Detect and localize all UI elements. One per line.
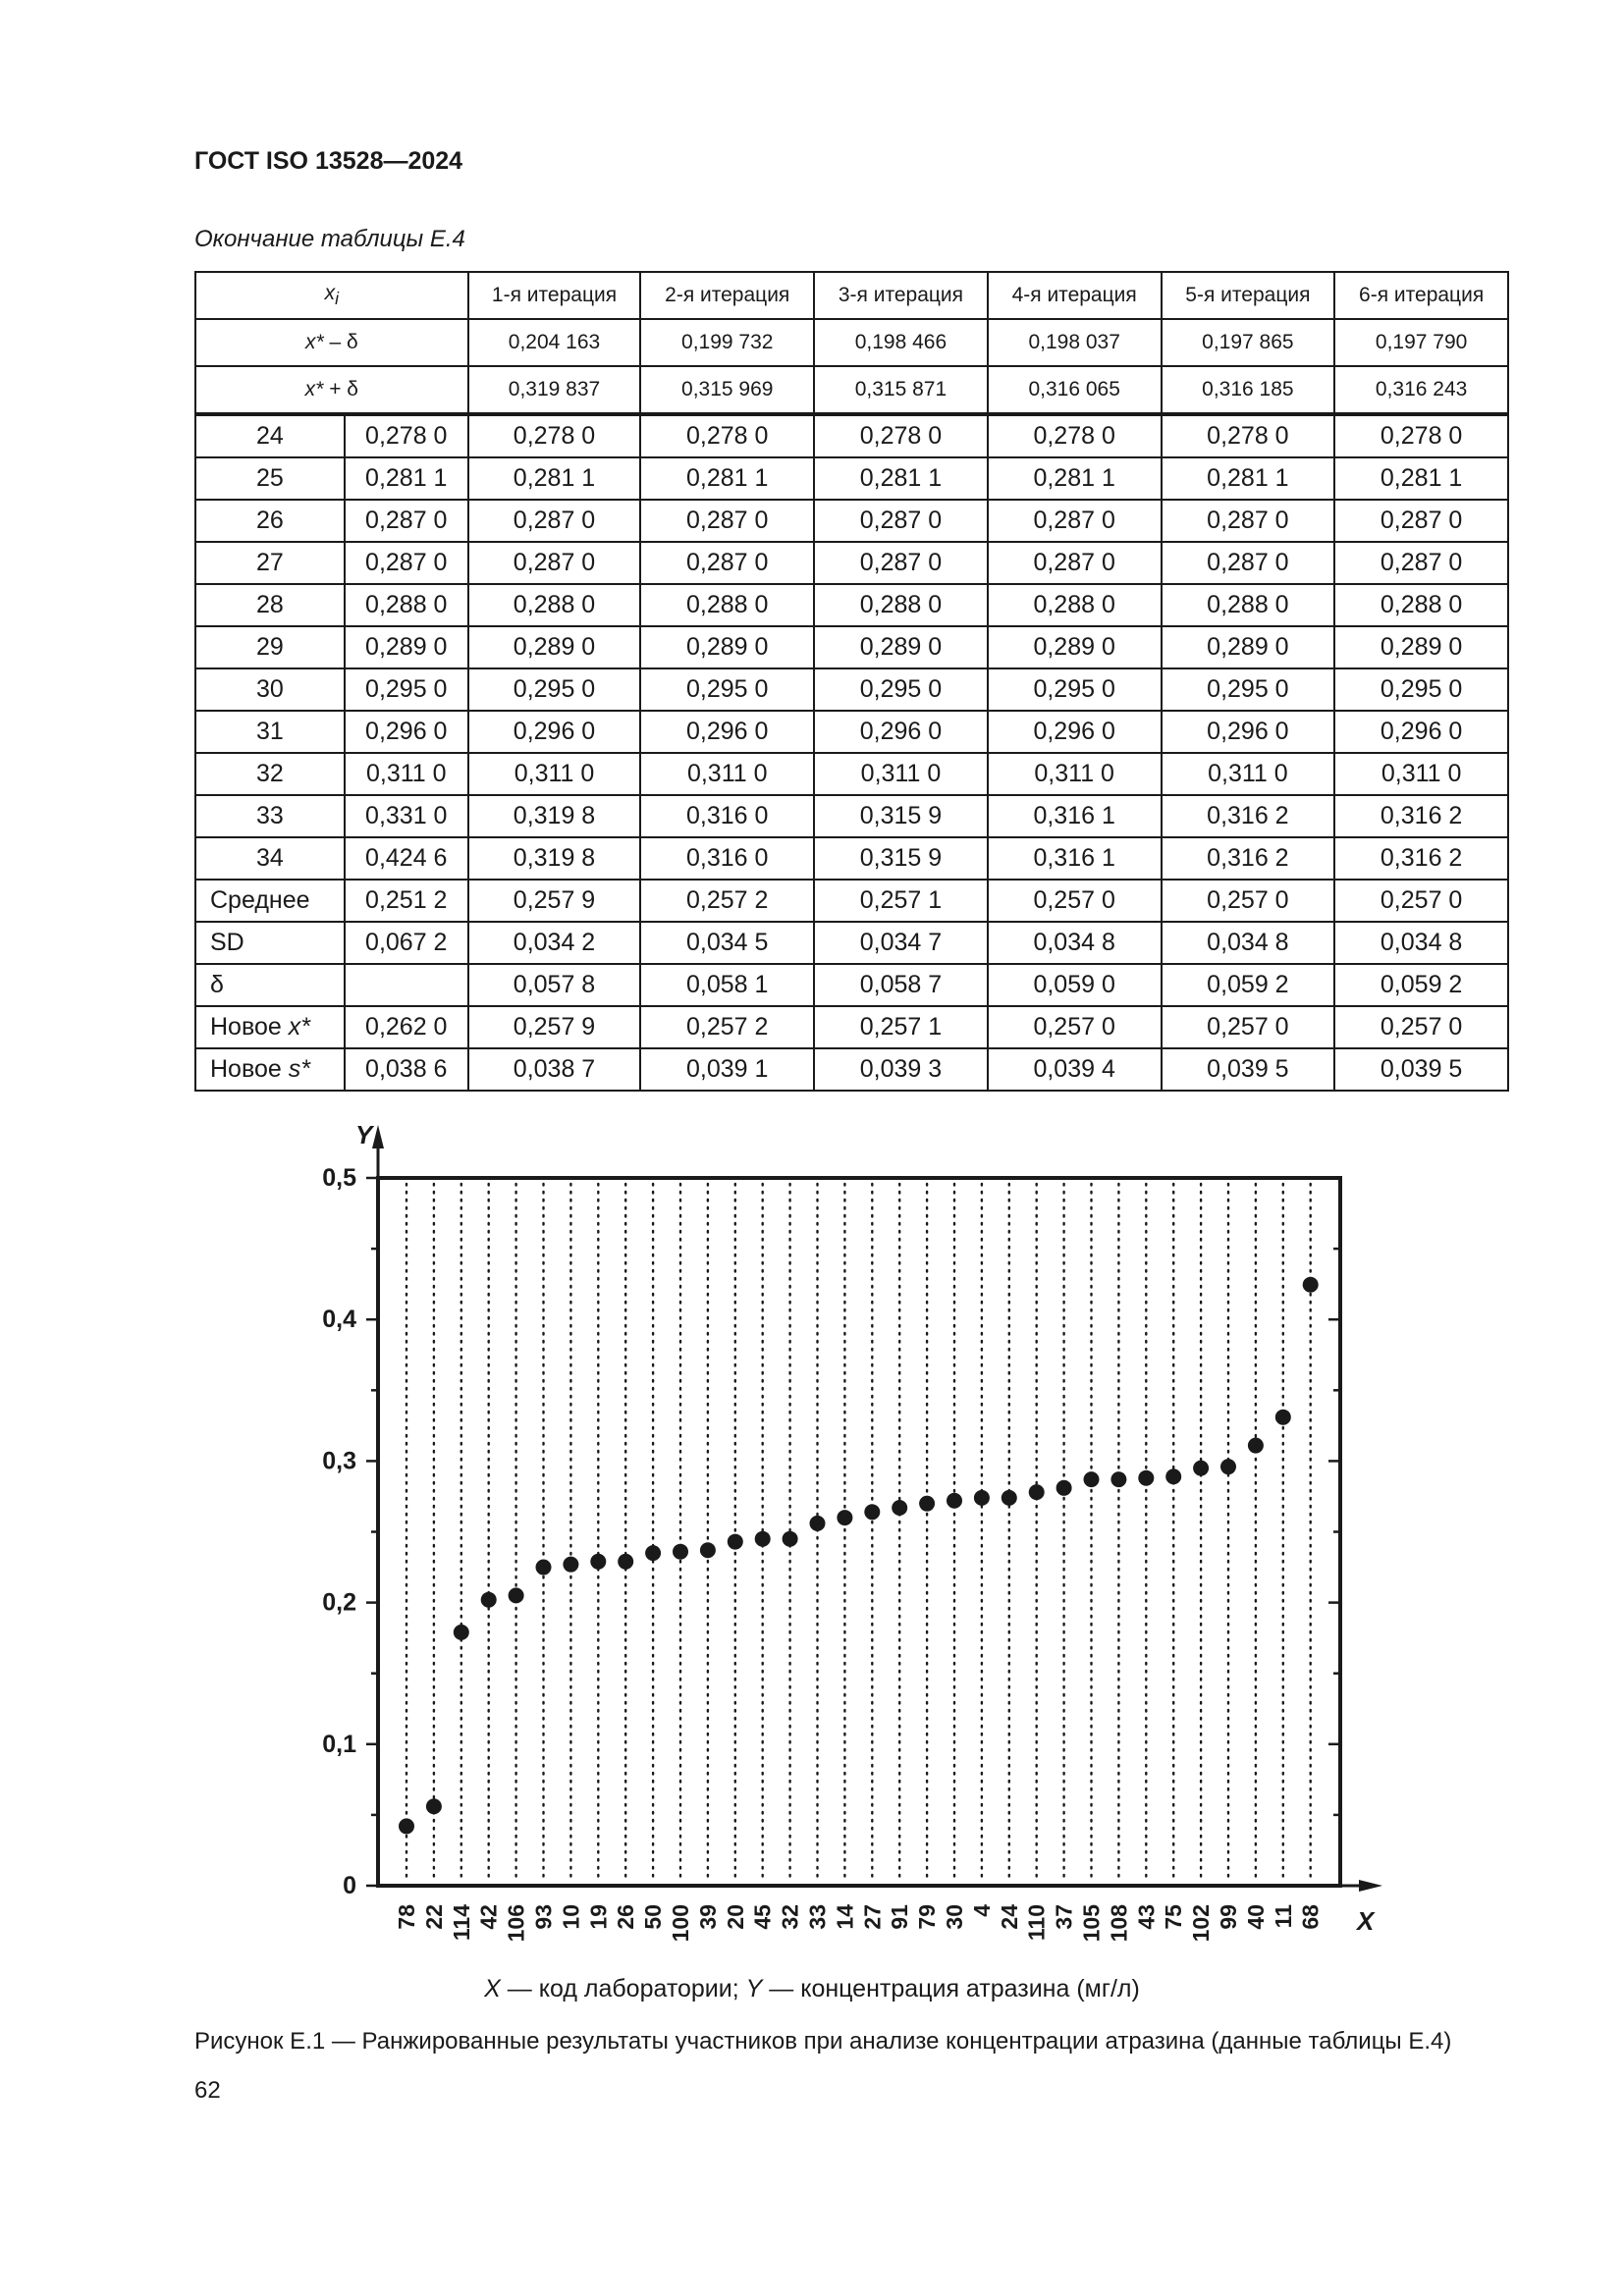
table-cell: 0,295 0 xyxy=(345,668,468,711)
data-point xyxy=(1084,1471,1100,1487)
row-label: 29 xyxy=(195,626,345,668)
table-cell: 0,287 0 xyxy=(988,542,1162,584)
table-cell: 0,315 9 xyxy=(814,837,988,880)
table-cell: 0,281 1 xyxy=(640,457,814,500)
xminus-value: 0,198 466 xyxy=(814,319,988,366)
table-cell: 0,034 8 xyxy=(988,922,1162,964)
table-cell: 0,296 0 xyxy=(468,711,641,753)
data-point xyxy=(1110,1471,1126,1487)
data-point xyxy=(1029,1484,1045,1500)
data-point xyxy=(426,1798,442,1814)
data-point xyxy=(454,1625,469,1640)
data-point xyxy=(1193,1461,1209,1476)
data-point xyxy=(864,1504,880,1520)
table-cell: 0,287 0 xyxy=(468,500,641,542)
row-label: 31 xyxy=(195,711,345,753)
table-cell: 0,257 2 xyxy=(640,880,814,922)
data-point xyxy=(645,1545,661,1561)
table-cell: 0,281 1 xyxy=(1334,457,1508,500)
iteration-header: 2-я итерация xyxy=(640,272,814,319)
table-cell: 0,296 0 xyxy=(988,711,1162,753)
x-tick-label: 24 xyxy=(996,1904,1022,1930)
iteration-header: 1-я итерация xyxy=(468,272,641,319)
table-cell: 0,278 0 xyxy=(1162,414,1335,457)
table-cell: 0,311 0 xyxy=(988,753,1162,795)
table-cell: 0,316 1 xyxy=(988,795,1162,837)
table-cell: 0,251 2 xyxy=(345,880,468,922)
x-tick-label: 75 xyxy=(1161,1904,1187,1930)
table-cell: 0,278 0 xyxy=(1334,414,1508,457)
x-tick-label: 22 xyxy=(420,1904,447,1930)
x-tick-label: 19 xyxy=(585,1904,612,1930)
table-cell: 0,296 0 xyxy=(640,711,814,753)
document-header: ГОСТ ISO 13528—2024 xyxy=(194,147,463,175)
table-cell: 0,289 0 xyxy=(468,626,641,668)
xminus-value: 0,198 037 xyxy=(988,319,1162,366)
x-tick-label: 30 xyxy=(942,1904,967,1930)
table-cell: 0,038 7 xyxy=(468,1048,641,1091)
table-cell: 0,289 0 xyxy=(1334,626,1508,668)
table-cell: 0,287 0 xyxy=(1162,500,1335,542)
table-cell: 0,316 1 xyxy=(988,837,1162,880)
xminus-value: 0,204 163 xyxy=(468,319,641,366)
xminus-value: 0,197 790 xyxy=(1334,319,1508,366)
table-cell: 0,319 8 xyxy=(468,795,641,837)
table-cell: 0,316 2 xyxy=(1162,795,1335,837)
table-cell: 0,288 0 xyxy=(814,584,988,626)
table-cell: 0,331 0 xyxy=(345,795,468,837)
table-cell: 0,281 1 xyxy=(468,457,641,500)
data-point xyxy=(728,1534,743,1550)
x-tick-label: 99 xyxy=(1216,1904,1241,1930)
table-cell: 0,287 0 xyxy=(814,542,988,584)
table-cell: 0,287 0 xyxy=(988,500,1162,542)
x-tick-label: 4 xyxy=(968,1904,995,1917)
data-point xyxy=(536,1560,552,1575)
x-tick-label: 42 xyxy=(475,1904,502,1930)
table-cell: 0,034 2 xyxy=(468,922,641,964)
data-point xyxy=(892,1500,907,1516)
table-cell: 0,257 0 xyxy=(1162,1006,1335,1048)
table-cell: 0,288 0 xyxy=(988,584,1162,626)
x-tick-label: 37 xyxy=(1051,1904,1077,1930)
data-point xyxy=(700,1542,716,1558)
table-cell: 0,295 0 xyxy=(988,668,1162,711)
x-axis-arrow-icon xyxy=(1359,1880,1382,1892)
table-cell: 0,287 0 xyxy=(1334,500,1508,542)
table-cell: 0,289 0 xyxy=(345,626,468,668)
row-label: 30 xyxy=(195,668,345,711)
row-label: δ xyxy=(195,964,345,1006)
y-tick-label: 0,1 xyxy=(322,1730,356,1758)
table-cell: 0,287 0 xyxy=(814,500,988,542)
table-cell: 0,262 0 xyxy=(345,1006,468,1048)
row-label: 26 xyxy=(195,500,345,542)
table-cell: 0,057 8 xyxy=(468,964,641,1006)
table-cell: 0,311 0 xyxy=(1334,753,1508,795)
data-point xyxy=(1248,1438,1264,1454)
table-cell: 0,311 0 xyxy=(1162,753,1335,795)
data-point xyxy=(810,1516,826,1531)
data-point xyxy=(1220,1459,1236,1474)
table-cell: 0,034 5 xyxy=(640,922,814,964)
data-point xyxy=(1165,1468,1181,1484)
iteration-header: 6-я итерация xyxy=(1334,272,1508,319)
row-label: Новое x* xyxy=(195,1006,345,1048)
xminus-value: 0,199 732 xyxy=(640,319,814,366)
data-point xyxy=(673,1544,688,1560)
table-cell: 0,288 0 xyxy=(1162,584,1335,626)
table-cell: 0,058 1 xyxy=(640,964,814,1006)
row-label: 28 xyxy=(195,584,345,626)
table-cell: 0,038 6 xyxy=(345,1048,468,1091)
table-cell: 0,034 7 xyxy=(814,922,988,964)
table-cell: 0,424 6 xyxy=(345,837,468,880)
table-cell: 0,289 0 xyxy=(640,626,814,668)
table-cell: 0,295 0 xyxy=(1334,668,1508,711)
table-cell: 0,058 7 xyxy=(814,964,988,1006)
data-point xyxy=(755,1531,771,1547)
data-point xyxy=(1056,1480,1072,1496)
table-cell: 0,257 0 xyxy=(1162,880,1335,922)
x-tick-label: 108 xyxy=(1106,1904,1132,1943)
x-tick-label: 110 xyxy=(1023,1904,1050,1942)
xplus-value: 0,316 065 xyxy=(988,366,1162,414)
table-cell: 0,287 0 xyxy=(1334,542,1508,584)
x-tick-label: 105 xyxy=(1078,1904,1105,1943)
table-cell: 0,311 0 xyxy=(345,753,468,795)
data-point xyxy=(399,1818,414,1834)
x-tick-label: 79 xyxy=(914,1904,941,1930)
xminus-label: x* – δ xyxy=(195,319,468,366)
xplus-value: 0,316 185 xyxy=(1162,366,1335,414)
table-cell: 0,039 5 xyxy=(1162,1048,1335,1091)
data-point xyxy=(837,1510,852,1525)
table-caption: Окончание таблицы Е.4 xyxy=(194,226,465,252)
table-cell: 0,311 0 xyxy=(814,753,988,795)
y-axis-letter: Y xyxy=(355,1120,373,1149)
y-tick-label: 0,5 xyxy=(322,1164,356,1192)
y-axis-arrow-icon xyxy=(372,1125,384,1148)
table-cell: 0,257 1 xyxy=(814,1006,988,1048)
table-cell: 0,257 0 xyxy=(988,1006,1162,1048)
table-cell: 0,316 0 xyxy=(640,795,814,837)
table-cell: 0,287 0 xyxy=(468,542,641,584)
x-tick-label: 20 xyxy=(722,1904,748,1930)
table-cell: 0,281 1 xyxy=(345,457,468,500)
row-label: SD xyxy=(195,922,345,964)
x-tick-label: 50 xyxy=(640,1904,667,1930)
table-cell: 0,059 2 xyxy=(1334,964,1508,1006)
x-tick-label: 40 xyxy=(1242,1904,1269,1930)
table-cell: 0,295 0 xyxy=(1162,668,1335,711)
table-cell: 0,288 0 xyxy=(1334,584,1508,626)
table-cell: 0,316 2 xyxy=(1334,837,1508,880)
table-cell: 0,278 0 xyxy=(988,414,1162,457)
table-cell: 0,288 0 xyxy=(468,584,641,626)
x-tick-label: 68 xyxy=(1297,1904,1324,1930)
table-cell: 0,257 1 xyxy=(814,880,988,922)
data-point xyxy=(563,1557,578,1573)
table-cell: 0,281 1 xyxy=(814,457,988,500)
table-cell: 0,289 0 xyxy=(814,626,988,668)
x-tick-label: 32 xyxy=(777,1904,803,1930)
xplus-value: 0,315 969 xyxy=(640,366,814,414)
table-cell: 0,067 2 xyxy=(345,922,468,964)
x-tick-label: 27 xyxy=(859,1904,886,1930)
data-point xyxy=(1001,1490,1017,1506)
x-tick-label: 45 xyxy=(749,1904,776,1930)
table-cell: 0,034 8 xyxy=(1162,922,1335,964)
iteration-header: 5-я итерация xyxy=(1162,272,1335,319)
data-point xyxy=(481,1592,497,1608)
iteration-header: 3-я итерация xyxy=(814,272,988,319)
xplus-value: 0,315 871 xyxy=(814,366,988,414)
table-cell: 0,296 0 xyxy=(1162,711,1335,753)
iteration-header: 4-я итерация xyxy=(988,272,1162,319)
table-cell: 0,316 2 xyxy=(1334,795,1508,837)
y-tick-label: 0,2 xyxy=(322,1588,356,1617)
x-tick-label: 33 xyxy=(804,1904,831,1930)
table-cell: 0,296 0 xyxy=(345,711,468,753)
table-cell: 0,316 2 xyxy=(1162,837,1335,880)
row-label: 25 xyxy=(195,457,345,500)
data-point xyxy=(947,1493,962,1509)
table-cell: 0,257 0 xyxy=(988,880,1162,922)
x-tick-label: 100 xyxy=(668,1904,693,1943)
table-cell: 0,287 0 xyxy=(1162,542,1335,584)
table-cell: 0,257 0 xyxy=(1334,1006,1508,1048)
x-tick-label: 43 xyxy=(1133,1904,1160,1930)
table-cell: 0,311 0 xyxy=(640,753,814,795)
table-cell: 0,296 0 xyxy=(1334,711,1508,753)
x-tick-label: 93 xyxy=(530,1904,557,1930)
row-label: 34 xyxy=(195,837,345,880)
table-cell: 0,278 0 xyxy=(640,414,814,457)
x-axis-letter: X xyxy=(1357,1906,1375,1936)
table-cell: 0,278 0 xyxy=(345,414,468,457)
table-cell: 0,039 3 xyxy=(814,1048,988,1091)
x-tick-label: 91 xyxy=(887,1904,913,1930)
data-point xyxy=(783,1531,798,1547)
x-tick-label: 78 xyxy=(394,1904,419,1930)
figure-legend: X — код лаборатории; Y — концентрация атразина (мг/л) xyxy=(484,1975,1140,2002)
x-tick-label: 26 xyxy=(613,1904,639,1930)
row-label: 32 xyxy=(195,753,345,795)
table-cell: 0,287 0 xyxy=(345,542,468,584)
y-tick-label: 0,3 xyxy=(322,1447,356,1475)
table-cell: 0,257 9 xyxy=(468,1006,641,1048)
xplus-label: x* + δ xyxy=(195,366,468,414)
data-point xyxy=(509,1587,524,1603)
table-cell: 0,278 0 xyxy=(468,414,641,457)
table-cell: 0,257 0 xyxy=(1334,880,1508,922)
data-point xyxy=(919,1496,935,1512)
y-tick-label: 0,4 xyxy=(322,1306,356,1334)
table-cell: 0,289 0 xyxy=(988,626,1162,668)
x-tick-label: 114 xyxy=(448,1904,474,1942)
table-cell: 0,281 1 xyxy=(988,457,1162,500)
xminus-value: 0,197 865 xyxy=(1162,319,1335,366)
xplus-value: 0,319 837 xyxy=(468,366,641,414)
table-cell: 0,288 0 xyxy=(640,584,814,626)
table-cell: 0,257 2 xyxy=(640,1006,814,1048)
x-tick-label: 106 xyxy=(503,1904,529,1943)
data-point xyxy=(618,1554,633,1570)
data-point xyxy=(590,1554,606,1570)
table-cell: 0,296 0 xyxy=(814,711,988,753)
y-tick-label: 0 xyxy=(343,1872,356,1899)
x-tick-label: 14 xyxy=(832,1904,858,1930)
data-point xyxy=(1275,1410,1291,1425)
table-cell: 0,287 0 xyxy=(345,500,468,542)
table-cell: 0,289 0 xyxy=(1162,626,1335,668)
data-point xyxy=(974,1490,990,1506)
xi-header: $x_i$ xyxy=(195,272,468,319)
table-cell: 0,315 9 xyxy=(814,795,988,837)
table-cell: 0,316 0 xyxy=(640,837,814,880)
table-cell: 0,039 5 xyxy=(1334,1048,1508,1091)
table-cell: 0,288 0 xyxy=(345,584,468,626)
table-cell: 0,311 0 xyxy=(468,753,641,795)
table-cell: 0,278 0 xyxy=(814,414,988,457)
row-label: 27 xyxy=(195,542,345,584)
x-tick-label: 39 xyxy=(694,1904,721,1930)
row-label: 33 xyxy=(195,795,345,837)
plot-frame xyxy=(378,1178,1340,1886)
table-cell: 0,039 4 xyxy=(988,1048,1162,1091)
table-cell: 0,034 8 xyxy=(1334,922,1508,964)
table-cell: 0,295 0 xyxy=(814,668,988,711)
table-cell: 0,295 0 xyxy=(640,668,814,711)
page-number: 62 xyxy=(194,2077,221,2104)
table-cell: 0,295 0 xyxy=(468,668,641,711)
data-point xyxy=(1303,1277,1319,1293)
x-tick-label: 10 xyxy=(558,1904,584,1930)
x-tick-label: 11 xyxy=(1270,1904,1296,1929)
table-cell: 0,287 0 xyxy=(640,542,814,584)
table-cell: 0,257 9 xyxy=(468,880,641,922)
table-cell: 0,281 1 xyxy=(1162,457,1335,500)
table-cell: 0,059 0 xyxy=(988,964,1162,1006)
xplus-value: 0,316 243 xyxy=(1334,366,1508,414)
figure-caption: Рисунок Е.1 — Ранжированные результаты участников при анализе концентрации атразина (данные таблицы Е.4) xyxy=(194,2028,1452,2055)
row-label: Среднее xyxy=(195,880,345,922)
table-cell: 0,287 0 xyxy=(640,500,814,542)
x-tick-label: 102 xyxy=(1188,1904,1215,1943)
data-point xyxy=(1138,1470,1154,1486)
table-cell: 0,319 8 xyxy=(468,837,641,880)
row-label: 24 xyxy=(195,414,345,457)
table-cell: 0,059 2 xyxy=(1162,964,1335,1006)
table-cell: 0,039 1 xyxy=(640,1048,814,1091)
row-label: Новое s* xyxy=(195,1048,345,1091)
